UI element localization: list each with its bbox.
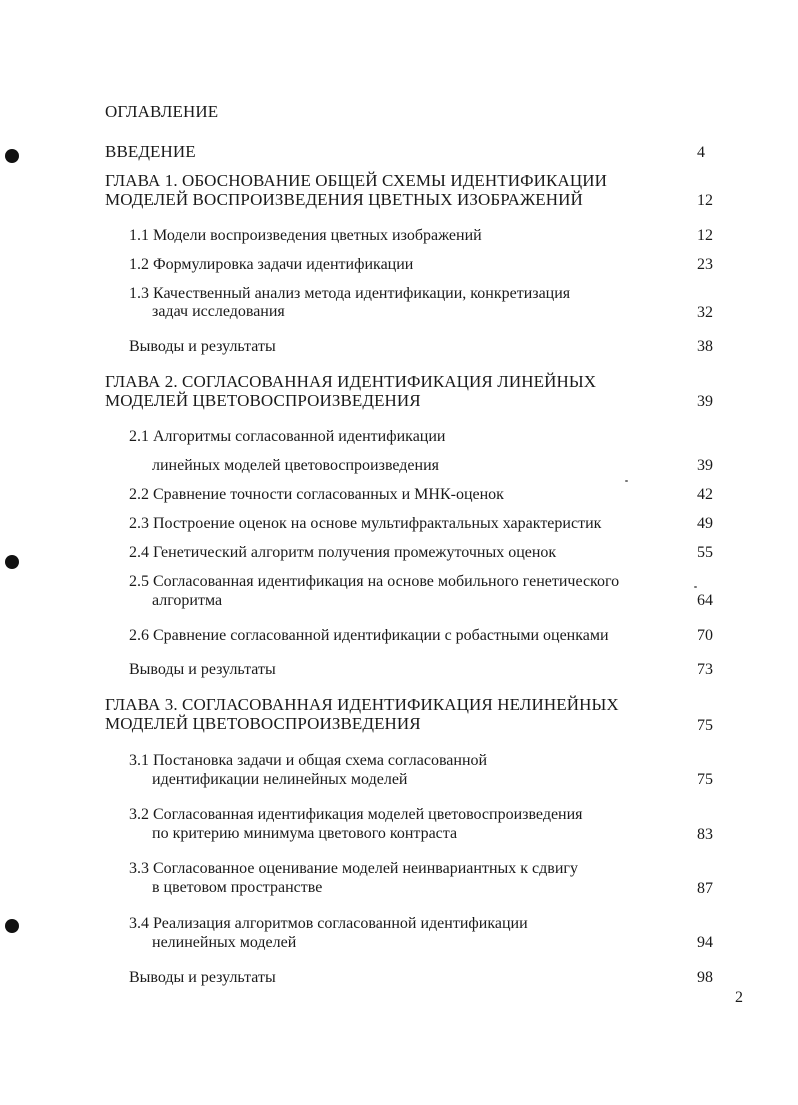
- toc-chapter2-title-line1: ГЛАВА 2. СОГЛАСОВАННАЯ ИДЕНТИФИКАЦИЯ ЛИНЕЙНЫХ: [105, 372, 597, 391]
- toc-intro-label: ВВЕДЕНИЕ: [105, 142, 196, 161]
- toc-section-2-5-page: 64: [697, 592, 713, 609]
- toc-chapter1-results-page: 38: [697, 338, 713, 355]
- toc-section-1-1: 1.1 Модели воспроизведения цветных изображений: [129, 227, 482, 244]
- toc-section-2-3: 2.3 Построение оценок на основе мультифрактальных характеристик: [129, 515, 602, 532]
- toc-section-1-2-page: 23: [697, 256, 713, 273]
- toc-title: ОГЛАВЛЕНИЕ: [105, 102, 219, 121]
- binder-hole-mark: [5, 555, 19, 569]
- toc-chapter1-title-line1: ГЛАВА 1. ОБОСНОВАНИЕ ОБЩЕЙ СХЕМЫ ИДЕНТИФИКАЦИИ: [105, 171, 607, 190]
- toc-section-2-2: 2.2 Сравнение точности согласованных и МНК-оценок: [129, 486, 504, 503]
- toc-chapter2-results: Выводы и результаты: [129, 661, 276, 678]
- toc-section-3-2-page: 83: [697, 826, 713, 843]
- toc-chapter1-title-line2: МОДЕЛЕЙ ВОСПРОИЗВЕДЕНИЯ ЦВЕТНЫХ ИЗОБРАЖЕНИЙ: [105, 190, 583, 209]
- toc-section-1-3-page: 32: [697, 304, 713, 321]
- toc-chapter2-results-page: 73: [697, 661, 713, 678]
- binder-hole-mark: [5, 149, 19, 163]
- toc-section-1-2: 1.2 Формулировка задачи идентификации: [129, 256, 414, 273]
- toc-chapter3-results: Выводы и результаты: [129, 969, 276, 986]
- page-number: 2: [735, 989, 743, 1006]
- toc-section-2-1-line2: линейных моделей цветовоспроизведения: [152, 457, 440, 474]
- toc-chapter1-results: Выводы и результаты: [129, 338, 276, 355]
- scan-speck: [694, 586, 697, 588]
- toc-chapter2-title-line2: МОДЕЛЕЙ ЦВЕТОВОСПРОИЗВЕДЕНИЯ: [105, 391, 421, 410]
- toc-chapter3-title-line1: ГЛАВА 3. СОГЛАСОВАННАЯ ИДЕНТИФИКАЦИЯ НЕЛИНЕЙНЫХ: [105, 695, 619, 714]
- toc-section-2-5-line1: 2.5 Согласованная идентификация на основе мобильного генетического: [129, 573, 620, 590]
- toc-section-3-4-line2: нелинейных моделей: [152, 934, 297, 951]
- toc-section-3-1-line2: идентификации нелинейных моделей: [152, 771, 408, 788]
- binder-hole-mark: [5, 919, 19, 933]
- toc-section-2-5-line2: алгоритма: [152, 592, 223, 609]
- toc-chapter3-title-line2: МОДЕЛЕЙ ЦВЕТОВОСПРОИЗВЕДЕНИЯ: [105, 714, 421, 733]
- toc-chapter3-page: 75: [697, 717, 713, 734]
- toc-section-1-3-line1: 1.3 Качественный анализ метода идентификации, конкретизация: [129, 285, 571, 302]
- toc-section-2-6-page: 70: [697, 627, 713, 644]
- toc-section-3-4-page: 94: [697, 934, 713, 951]
- toc-section-2-1-page: 39: [697, 457, 713, 474]
- toc-section-2-1-line1: 2.1 Алгоритмы согласованной идентификации: [129, 428, 446, 445]
- toc-intro-page: 4: [697, 144, 705, 161]
- toc-section-3-1-page: 75: [697, 771, 713, 788]
- toc-section-3-3-line1: 3.3 Согласованное оценивание моделей неинвариантных к сдвигу: [129, 860, 578, 877]
- toc-section-2-4-page: 55: [697, 544, 713, 561]
- toc-section-1-1-page: 12: [697, 227, 713, 244]
- toc-section-2-3-page: 49: [697, 515, 713, 532]
- toc-section-3-3-page: 87: [697, 880, 713, 897]
- toc-section-3-4-line1: 3.4 Реализация алгоритмов согласованной идентификации: [129, 915, 528, 932]
- toc-section-3-3-line2: в цветовом пространстве: [152, 879, 323, 896]
- toc-section-2-6: 2.6 Сравнение согласованной идентификации с робастными оценками: [129, 627, 609, 644]
- toc-chapter2-page: 39: [697, 393, 713, 410]
- toc-chapter1-page: 12: [697, 192, 713, 209]
- toc-chapter3-results-page: 98: [697, 969, 713, 986]
- toc-section-3-2-line1: 3.2 Согласованная идентификация моделей цветовоспроизведения: [129, 806, 583, 823]
- toc-section-1-3-line2: задач исследования: [152, 303, 285, 320]
- toc-section-3-1-line1: 3.1 Постановка задачи и общая схема согласованной: [129, 752, 488, 769]
- toc-section-3-2-line2: по критерию минимума цветового контраста: [152, 825, 458, 842]
- toc-section-2-4: 2.4 Генетический алгоритм получения промежуточных оценок: [129, 544, 557, 561]
- toc-section-2-2-page: 42: [697, 486, 713, 503]
- scan-speck: [625, 480, 628, 482]
